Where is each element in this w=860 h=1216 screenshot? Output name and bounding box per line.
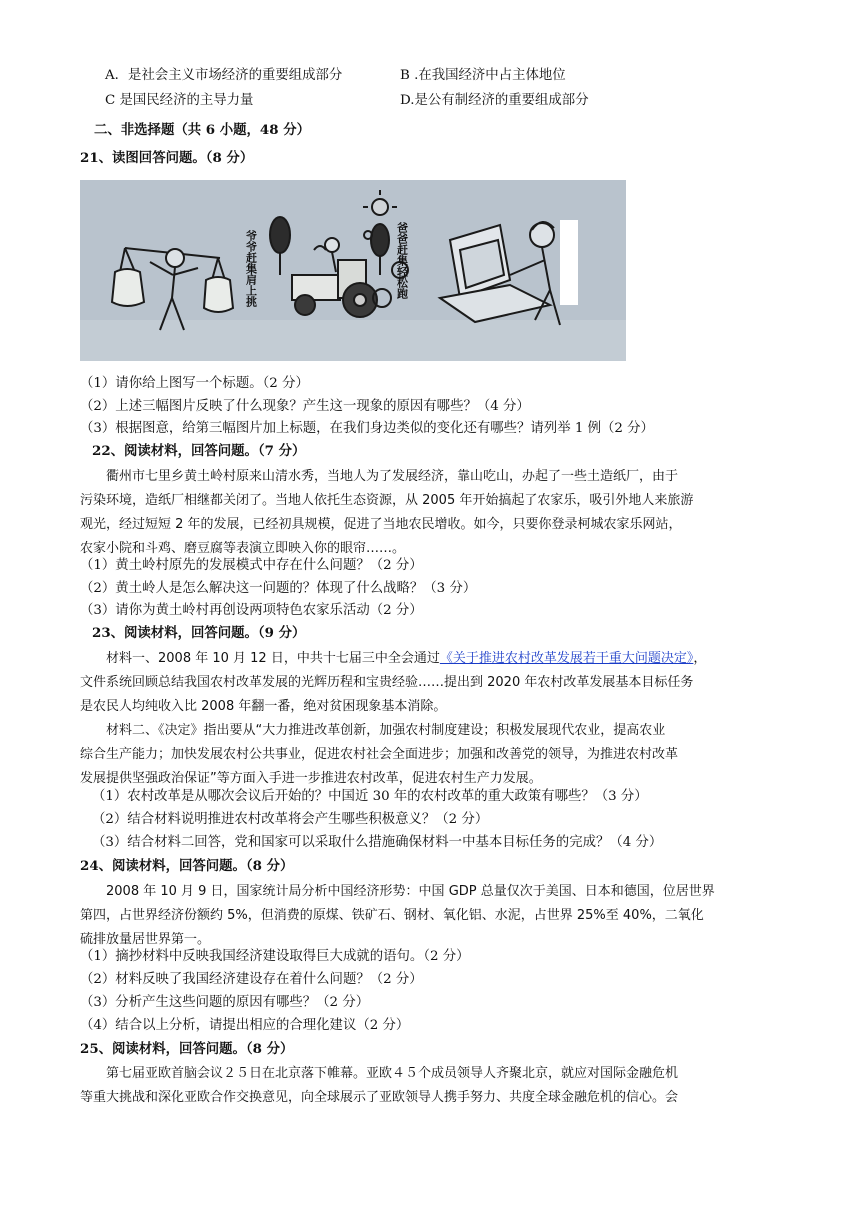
q22-para-line: 衢州市七里乡黄土岭村原来山清水秀，当地人为了发展经济，靠山吃山，办起了一些土造纸厂，由于 (106, 469, 679, 484)
q24-item-3: （3）分析产生这些问题的原因有哪些？（2 分） (80, 995, 370, 1010)
q23-m2-line: 发展提供坚强政治保证”等方面入手进一步推进农村改革，促进农村生产力发展。 (80, 771, 542, 786)
option-a: A．是社会主义市场经济的重要组成部分 (105, 68, 343, 83)
q22-item-2: （2）黄土岭人是怎么解决这一问题的？体现了什么战略？（3 分） (80, 581, 477, 596)
q21-item-2: （2）上述三幅图片反映了什么现象？产生这一现象的原因有哪些？（4 分） (80, 399, 530, 414)
q23-item-2: （2）结合材料说明推进农村改革将会产生哪些积极意义？（2 分） (92, 812, 489, 827)
q23-m1-prefix: 材料一、2008 年 10 月 12 日，中共十七届三中全会通过 (106, 651, 440, 666)
q24-item-1: （1）摘抄材料中反映我国经济建设取得巨大成就的语句。（2 分） (80, 949, 470, 964)
q23-m1-first-line (80, 647, 786, 671)
q22-material (80, 465, 786, 561)
q22-title: 22、阅读材料，回答问题。（7 分） (92, 443, 306, 459)
option-c: C 是国民经济的主导力量 (105, 93, 254, 108)
q25-material (80, 1062, 786, 1110)
panel1-vertical-label: 爷爷赶集肩上挑 (244, 230, 258, 307)
q24-item-2: （2）材料反映了我国经济建设存在着什么问题？（2 分） (80, 972, 423, 987)
q23-m1-line: 文件系统回顾总结我国农村改革发展的光辉历程和宝贵经验……提出到 2020 年农村改革发展基本目标任务 (80, 675, 694, 690)
q23-material (80, 647, 786, 791)
section-title: 二、非选择题（共 6 小题，48 分） (94, 122, 311, 138)
q21-cartoon-figure (80, 180, 626, 361)
q22-para-line: 农家小院和斗鸡、磨豆腐等表演立即映入你的眼帘……。 (80, 541, 406, 556)
q22-item-3: （3）请你为黄土岭村再创设两项特色农家乐活动（2 分） (80, 603, 423, 618)
q25-para-line: 等重大挑战和深化亚欧合作交换意见，向全球展示了亚欧领导人携手努力、共度全球金融危机的信心。会 (80, 1090, 679, 1105)
q24-para-line: 硫排放量居世界第一。 (80, 932, 211, 947)
q21-title: 21、读图回答问题。（8 分） (80, 150, 254, 166)
q22-para-line: 污染环境，造纸厂相继都关闭了。当地人依托生态资源，从 2005 年开始搞起了农家乐，吸引外地人来旅游 (80, 493, 694, 508)
q24-material (80, 880, 786, 952)
q21-item-1: （1）请你给上图写一个标题。（2 分） (80, 376, 309, 391)
q25-title: 25、阅读材料，回答问题。（8 分） (80, 1041, 294, 1057)
q23-item-3: （3）结合材料二回答，党和国家可以采取什么措施确保材料一中基本目标任务的完成？（4 分） (92, 835, 663, 850)
q23-m2-line: 材料二、《决定》指出要从“大力推进改革创新，加强农村制度建设；积极发展现代农业，提高农业 (106, 723, 666, 738)
q24-para-line: 2008 年 10 月 9 日，国家统计局分析中国经济形势：中国 GDP 总量仅次于美国、日本和德国，位居世界 (106, 884, 715, 899)
q22-item-1: （1）黄土岭村原先的发展模式中存在什么问题？（2 分） (80, 558, 423, 573)
q24-para-line: 第四，占世界经济份额约 5%，但消费的原煤、铁矿石、钢材、氧化铝、水泥，占世界 25%至 40%，二氧化 (80, 908, 704, 923)
q23-m1-suffix: ， (693, 651, 707, 666)
q23-m1-line: 是农民人均纯收入比 2008 年翻一番，绝对贫困现象基本消除。 (80, 699, 447, 714)
decision-doc-link[interactable]: 《关于推进农村改革发展若干重大问题决定》 (439, 651, 694, 666)
panel3-vertical-label: 爸爸赶集轻松跑 (395, 222, 409, 299)
q22-para-line: 观光，经过短短 2 年的发展，已经初具规模，促进了当地农民增收。如今，只要你登录柯城农家乐网站， (80, 517, 682, 532)
q23-m2-line: 综合生产能力；加快发展农村公共事业，促进农村社会全面进步；加强和改善党的领导，为推进农村改革 (80, 747, 679, 762)
option-b: B .在我国经济中占主体地位 (400, 68, 566, 83)
q23-title: 23、阅读材料，回答问题。（9 分） (92, 625, 306, 641)
q24-item-4: （4）结合以上分析，请提出相应的合理化建议（2 分） (80, 1018, 410, 1033)
q21-item-3: （3）根据图意，给第三幅图片加上标题，在我们身边类似的变化还有哪些？请列举 1 例（2 分） (80, 421, 654, 436)
q25-para-line: 第七届亚欧首脑会议２５日在北京落下帷幕。亚欧４５个成员领导人齐聚北京，就应对国际金融危机 (106, 1066, 679, 1081)
q24-title: 24、阅读材料，回答问题。（8 分） (80, 858, 294, 874)
q23-item-1: （1）农村改革是从哪次会议后开始的？中国近 30 年的农村改革的重大政策有哪些？（3 分） (92, 789, 648, 804)
option-d: D.是公有制经济的重要组成部分 (400, 93, 589, 108)
